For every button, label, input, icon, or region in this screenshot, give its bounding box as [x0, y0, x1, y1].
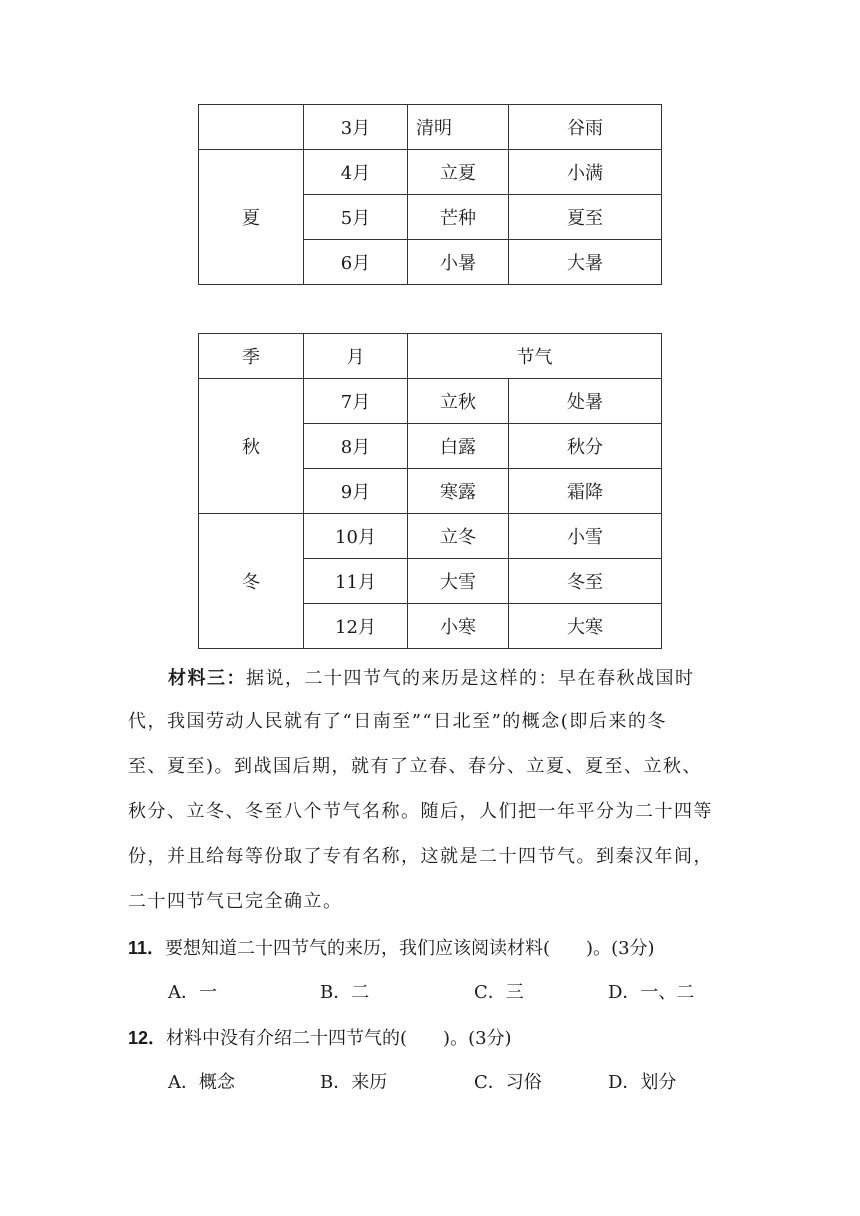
month-cell: 4月 — [304, 150, 408, 195]
solar-terms-table-summer — [198, 104, 662, 285]
material-label: 材料三： — [168, 668, 246, 689]
paragraph-line: 代，我国劳动人民就有了“日南至”“日北至”的概念(即后来的冬 — [128, 711, 667, 732]
option-a[interactable]: A．一 — [168, 982, 217, 1003]
option-c[interactable]: C．习俗 — [474, 1072, 542, 1093]
question-11 — [128, 936, 655, 960]
header-season: 季 — [199, 334, 304, 379]
question-number: 11． — [128, 938, 166, 958]
month-cell: 7月 — [304, 379, 408, 424]
term-cell: 清明 — [408, 105, 509, 150]
option-a[interactable]: A．概念 — [168, 1072, 235, 1093]
month-cell: 12月 — [304, 604, 408, 649]
term-cell: 白露 — [408, 424, 509, 469]
question-text: 材料中没有介绍二十四节气的( )。(3分) — [166, 1028, 512, 1049]
term-cell: 秋分 — [509, 424, 662, 469]
table-row — [199, 379, 662, 424]
option-d[interactable]: D．划分 — [608, 1072, 677, 1093]
table-header-row — [199, 334, 662, 379]
paragraph-line: 至、夏至)。到战国后期，就有了立春、春分、立夏、夏至、立秋、 — [128, 756, 703, 777]
paragraph-text: 据说，二十四节气的来历是这样的：早在春秋战国时 — [246, 668, 695, 689]
term-cell: 大暑 — [509, 240, 662, 285]
term-cell: 大寒 — [509, 604, 662, 649]
option-c[interactable]: C．三 — [474, 982, 524, 1003]
paragraph-line: 二十四节气已完全确立。 — [128, 891, 343, 912]
season-cell — [199, 105, 304, 150]
month-cell: 8月 — [304, 424, 408, 469]
option-d[interactable]: D．一、二 — [608, 982, 695, 1003]
season-cell: 夏 — [199, 150, 304, 285]
month-cell: 11月 — [304, 559, 408, 604]
question-text: 要想知道二十四节气的来历，我们应该阅读材料( )。(3分) — [165, 938, 655, 959]
term-cell: 立秋 — [408, 379, 509, 424]
term-cell: 冬至 — [509, 559, 662, 604]
table-row — [199, 150, 662, 195]
term-cell: 大雪 — [408, 559, 509, 604]
term-cell: 寒露 — [408, 469, 509, 514]
paragraph-line: 秋分、立冬、冬至八个节气名称。随后，人们把一年平分为二十四等 — [128, 801, 713, 822]
month-cell: 3月 — [304, 105, 408, 150]
paragraph-line: 份，并且给每等份取了专有名称，这就是二十四节气。到秦汉年间， — [128, 846, 713, 867]
question-12 — [128, 1026, 512, 1050]
month-cell: 6月 — [304, 240, 408, 285]
table-row — [199, 105, 662, 150]
season-cell: 冬 — [199, 514, 304, 649]
term-cell: 谷雨 — [509, 105, 662, 150]
question-number: 12． — [128, 1028, 167, 1048]
month-cell: 5月 — [304, 195, 408, 240]
term-cell: 霜降 — [509, 469, 662, 514]
term-cell: 立冬 — [408, 514, 509, 559]
term-cell: 夏至 — [509, 195, 662, 240]
term-cell: 立夏 — [408, 150, 509, 195]
season-cell: 秋 — [199, 379, 304, 514]
term-cell: 小满 — [509, 150, 662, 195]
paragraph-line — [168, 667, 695, 691]
term-cell: 小寒 — [408, 604, 509, 649]
table-row — [199, 514, 662, 559]
term-cell: 芒种 — [408, 195, 509, 240]
header-month: 月 — [304, 334, 408, 379]
term-cell: 小暑 — [408, 240, 509, 285]
month-cell: 9月 — [304, 469, 408, 514]
option-b[interactable]: B．二 — [320, 982, 370, 1003]
header-terms: 节气 — [408, 334, 662, 379]
term-cell: 小雪 — [509, 514, 662, 559]
solar-terms-table-autumn-winter — [198, 333, 662, 649]
option-b[interactable]: B．来历 — [320, 1072, 388, 1093]
month-cell: 10月 — [304, 514, 408, 559]
term-cell: 处暑 — [509, 379, 662, 424]
